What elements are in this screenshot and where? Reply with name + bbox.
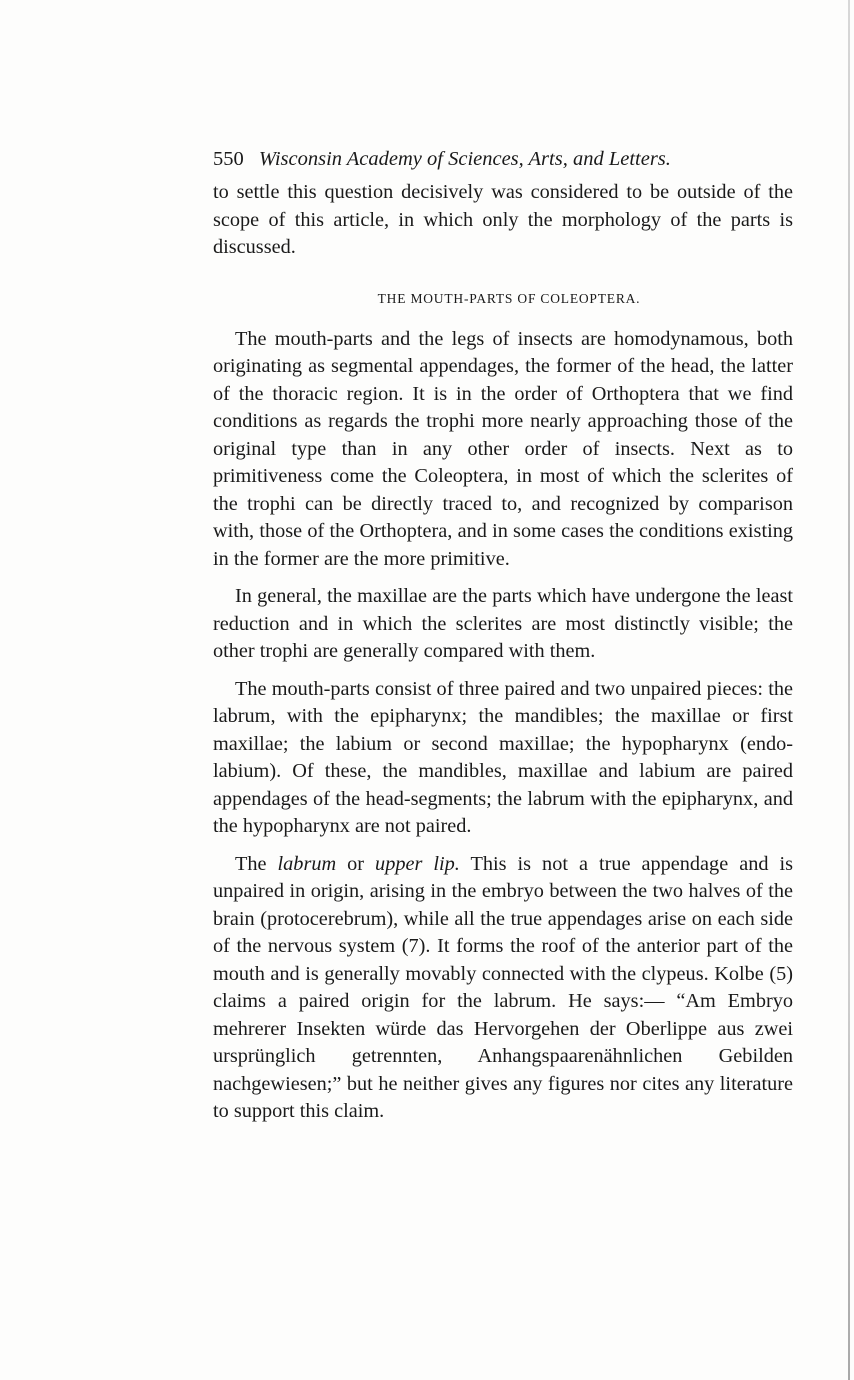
page-edge-shadow xyxy=(848,0,850,1380)
paragraph-maxillae: In general, the maxillae are the parts which have undergone the least reduction and in which the sclerites are most distinctly visible; the other trophi are generally compared with them. xyxy=(213,585,793,662)
labrum-body: This is not a true appendage and is unpaired in origin, arising in the embryo between the two halves of the brain (protocerebrum), while all the true appendages arise on each side of the nervous system (7). It forms the roof of the anterior part of the mouth and is generally movably connected with the clypeus. Kolbe (5) claims a paired origin for the labrum. He says:— “Am Embryo mehrerer Insekten würde das Hervorgehen der Oberlippe aus zwei ursprünglich getrennten, Anhangspaarenähnlichen Gebilden nachgewiesen;” but he neither gives any figures nor cites any literature to support this claim. xyxy=(213,852,793,1122)
running-title: Wisconsin Academy of Sciences, Arts, and Letters. xyxy=(258,148,671,170)
paragraph-labrum xyxy=(213,851,793,1126)
text-column xyxy=(213,146,793,1126)
paragraph-homodynamous: The mouth-parts and the legs of insects are homodynamous, both originating as segmental appendages, the former of the head, the latter of the thoracic region. It is in the order of Orthoptera that we find conditions as regards the trophi more nearly approaching those of the original type than in any other order of insects. Next as to primitiveness come the Coleoptera, in most of which the sclerites of the trophi can be directly traced to, and recognized by comparison with, those of the Orthoptera, and in some cases the conditions existing in the former are the more primitive. xyxy=(213,327,793,570)
page-number: 550 xyxy=(213,148,244,170)
paragraph-mouth-parts: The mouth-parts consist of three paired and two unpaired pieces: the labrum, with the epipharynx; the mandibles; the maxillae or first maxillae; the labium or second maxillae; the hypopharynx (endo-labium). Of these, the mandibles, maxillae and labium are paired appendages of the head-segments; the labrum with the epipharynx, and the hypopharynx are not paired. xyxy=(213,677,793,837)
term-labrum: labrum xyxy=(277,852,337,875)
running-head xyxy=(213,146,793,173)
labrum-connector: or xyxy=(347,852,365,875)
labrum-lead: The xyxy=(235,852,267,875)
term-upper-lip: upper lip. xyxy=(375,852,460,875)
intro-paragraph: to settle this question decisively was considered to be outside of the scope of this article, in which only the morphology of the parts is discussed. xyxy=(213,181,793,258)
section-heading: THE MOUTH-PARTS OF COLEOPTERA. xyxy=(377,290,641,306)
